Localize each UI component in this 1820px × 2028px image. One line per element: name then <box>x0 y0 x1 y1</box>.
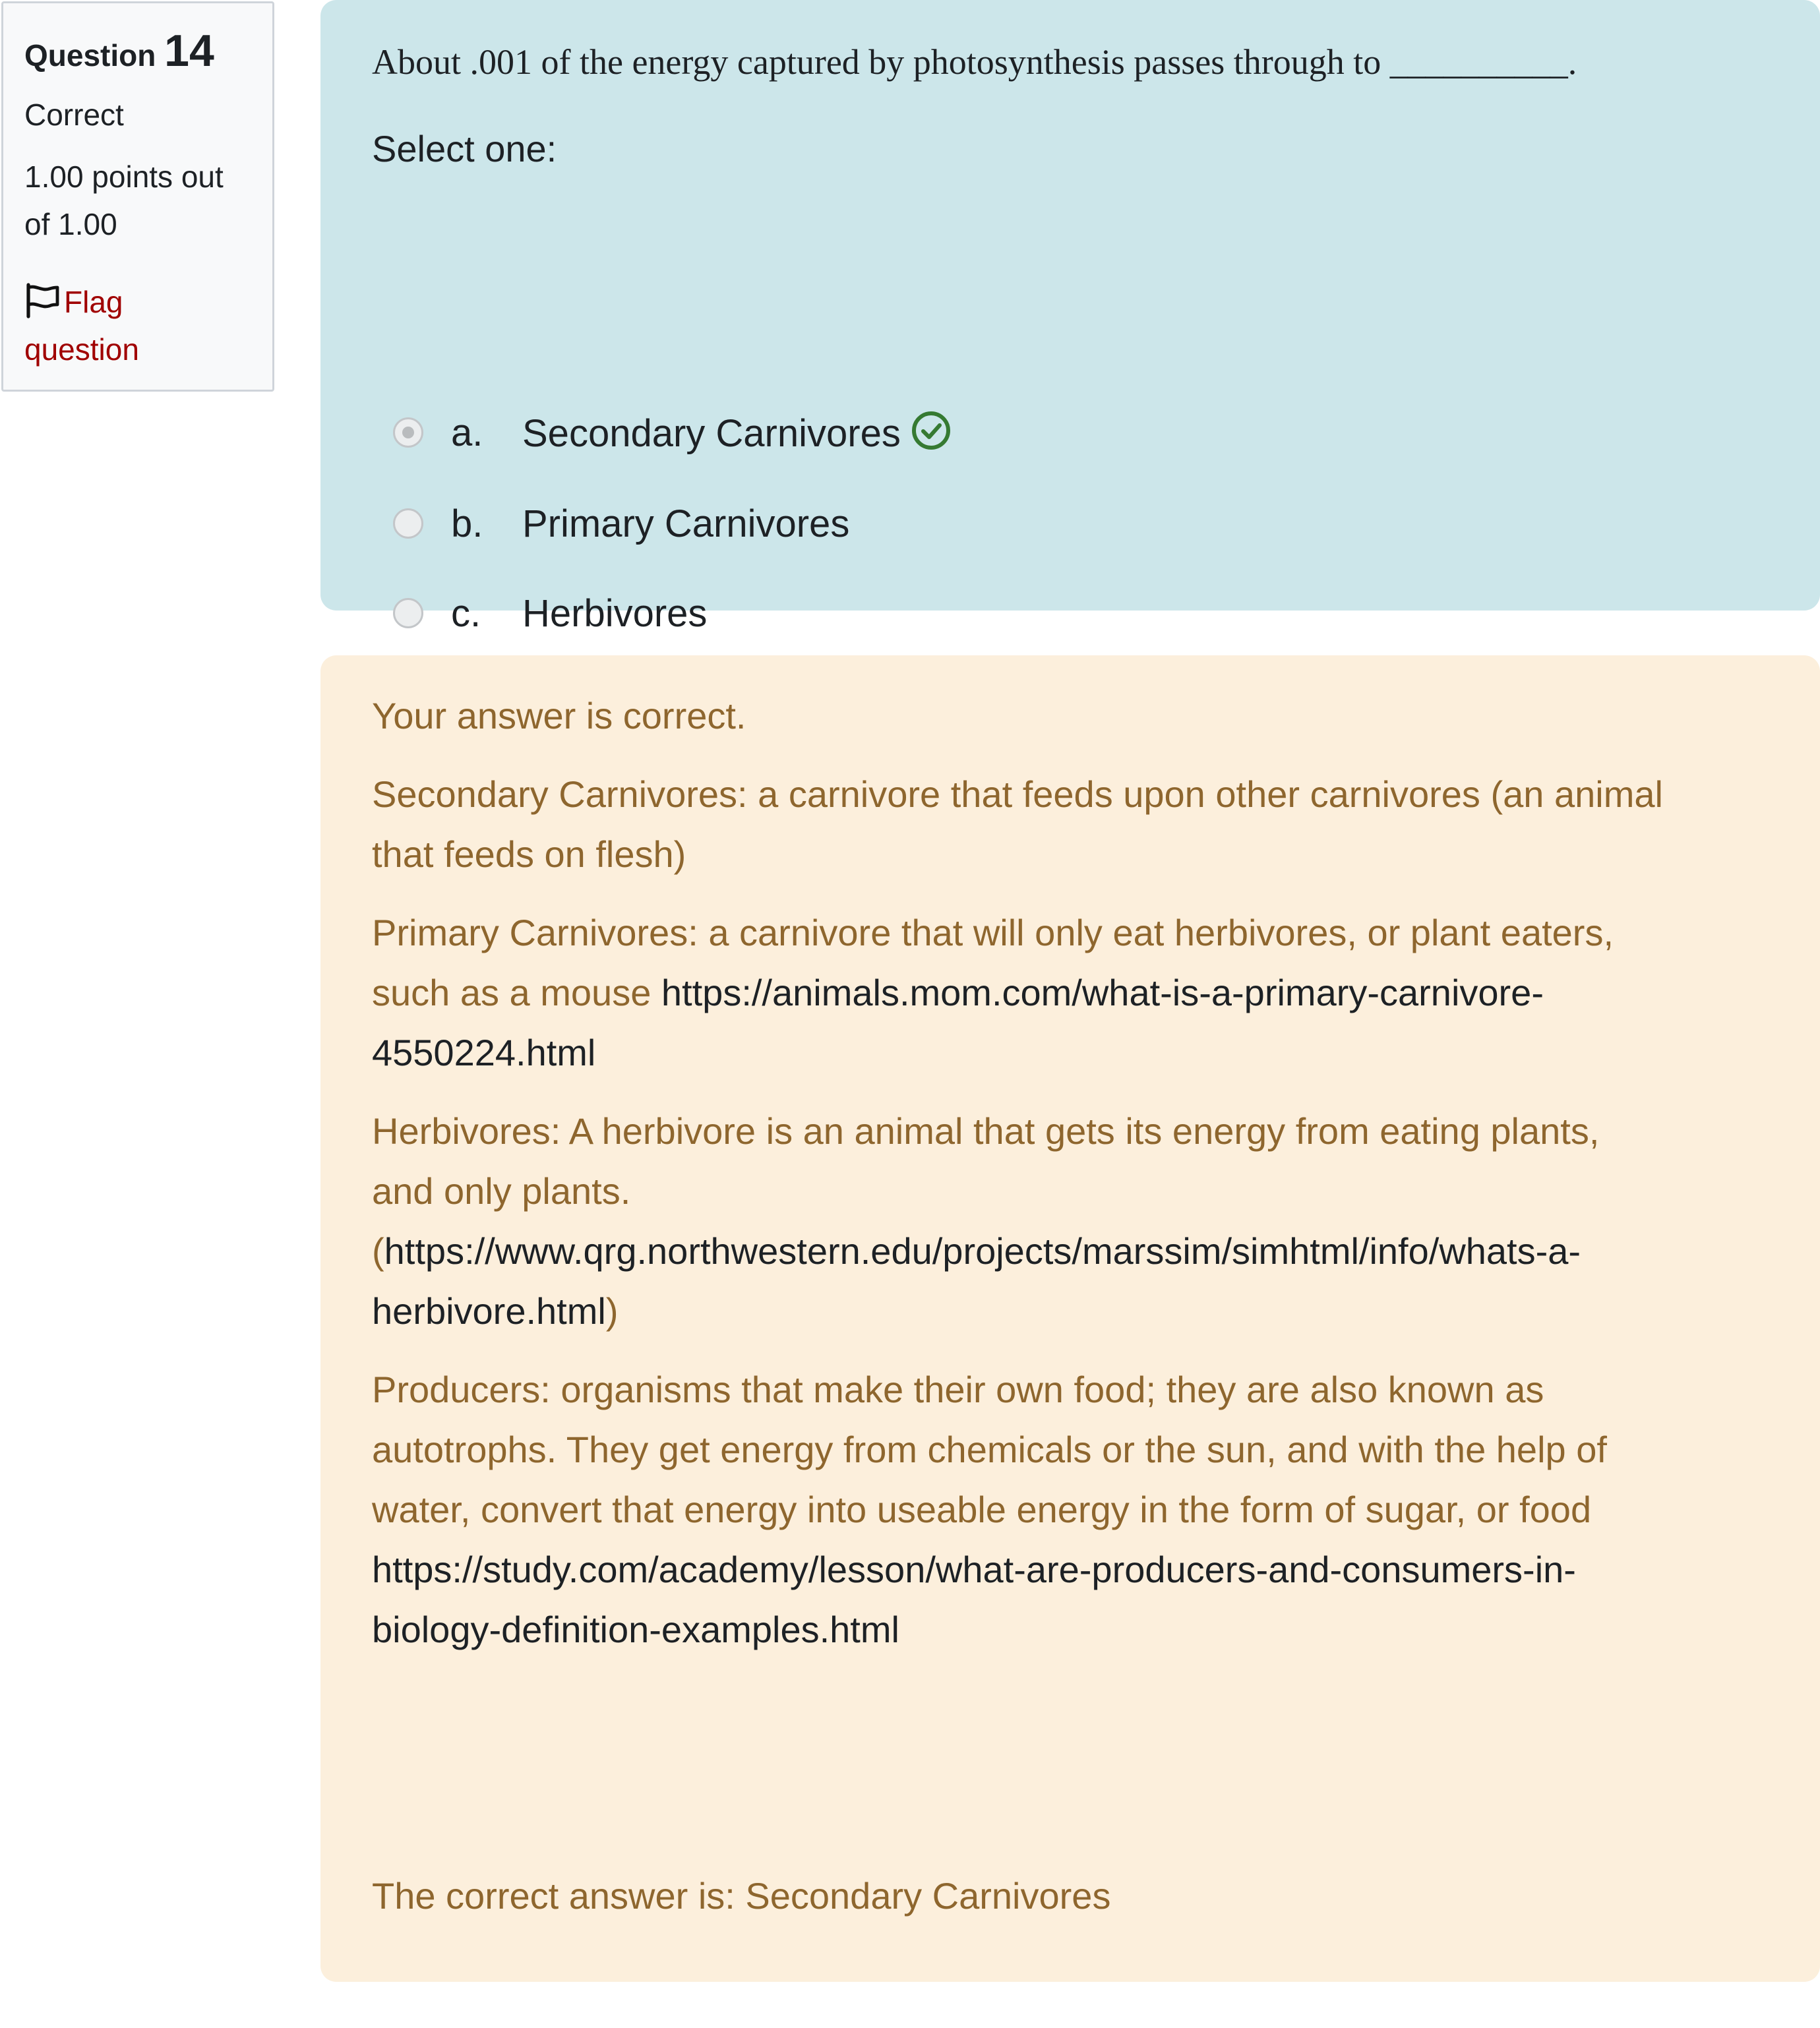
flag-label-line-1[interactable]: Flag <box>64 285 123 319</box>
producers-line-2: autotrophs. They get energy from chemicals or the sun, and with the help of <box>372 1429 1607 1470</box>
herbivores-source-url-cont: herbivore.html <box>372 1290 606 1332</box>
answer-letter-a: a. <box>451 411 483 454</box>
secondary-line-2: that feeds on flesh) <box>372 833 686 875</box>
secondary-line-1: Secondary Carnivores: a carnivore that feeds upon other carnivores (an animal <box>372 773 1663 815</box>
question-number: 14 <box>164 26 214 76</box>
question-state: Correct <box>24 98 124 132</box>
answer-radio-a[interactable] <box>393 417 423 448</box>
question-formulation <box>320 0 1820 635</box>
primary-line-1: Primary Carnivores: a carnivore that will only eat herbivores, or plant eaters, <box>372 912 1614 953</box>
question-info-panel <box>1 1 274 392</box>
herbivores-line-2: and only plants. <box>372 1170 631 1212</box>
answer-options <box>372 175 1820 635</box>
answer-letter-c: c. <box>451 591 481 635</box>
feedback-panel <box>320 655 1820 1982</box>
herbivores-line-4 <box>372 1281 1780 1341</box>
answer-letter-b: b. <box>451 502 483 545</box>
feedback-producers <box>372 1359 1780 1659</box>
herbivores-open-paren: ( <box>372 1230 384 1272</box>
herbivores-source-url: https://www.qrg.northwestern.edu/projects/marssim/simhtml/info/whats-a- <box>384 1230 1581 1272</box>
grade-line-1: 1.00 points out <box>24 160 224 194</box>
feedback-secondary-carnivores <box>372 764 1780 884</box>
flag-outline-icon <box>24 282 61 319</box>
correct-answer-statement: The correct answer is: Secondary Carnivores <box>372 1875 1111 1917</box>
primary-line-2 <box>372 963 1780 1023</box>
producers-source-url: https://study.com/academy/lesson/what-are-producers-and-consumers-in- <box>372 1549 1576 1590</box>
answer-text-c: Herbivores <box>522 591 708 635</box>
flag-question-link[interactable] <box>24 278 251 373</box>
feedback-herbivores <box>372 1101 1780 1341</box>
feedback-status: Your answer is correct. <box>372 695 746 736</box>
answer-radio-b[interactable] <box>393 508 423 539</box>
question-grade <box>24 153 251 248</box>
herbivores-line-1: Herbivores: A herbivore is an animal that gets its energy from eating plants, <box>372 1110 1600 1152</box>
answer-label-a: Secondary Carnivores <box>522 412 901 455</box>
check-circle-icon <box>910 409 952 452</box>
primary-line-2-text: such as a mouse <box>372 972 661 1013</box>
primary-source-url: https://animals.mom.com/what-is-a-primary-carnivore- <box>661 972 1544 1013</box>
select-one-prompt: Select one: <box>372 128 557 169</box>
herbivores-line-3 <box>372 1221 1780 1281</box>
producers-source-url-cont: biology-definition-examples.html <box>372 1609 899 1650</box>
flag-label-line-2[interactable]: question <box>24 332 139 367</box>
grade-line-2: of 1.00 <box>24 207 117 241</box>
answer-text-b: Primary Carnivores <box>522 502 850 545</box>
answer-radio-c[interactable] <box>393 598 423 628</box>
question-text: About .001 of the energy captured by photosynthesis passes through to __________. <box>372 42 1577 82</box>
producers-line-3: water, convert that energy into useable energy in the form of sugar, or food <box>372 1489 1592 1530</box>
feedback-primary-carnivores <box>372 903 1780 1083</box>
primary-source-url-cont: 4550224.html <box>372 1032 596 1073</box>
question-number-heading <box>24 26 251 80</box>
producers-line-1: Producers: organisms that make their own food; they are also known as <box>372 1369 1544 1410</box>
question-label: Question <box>24 38 156 73</box>
answer-text-a <box>522 409 952 456</box>
herbivores-close-paren: ) <box>605 1290 619 1332</box>
